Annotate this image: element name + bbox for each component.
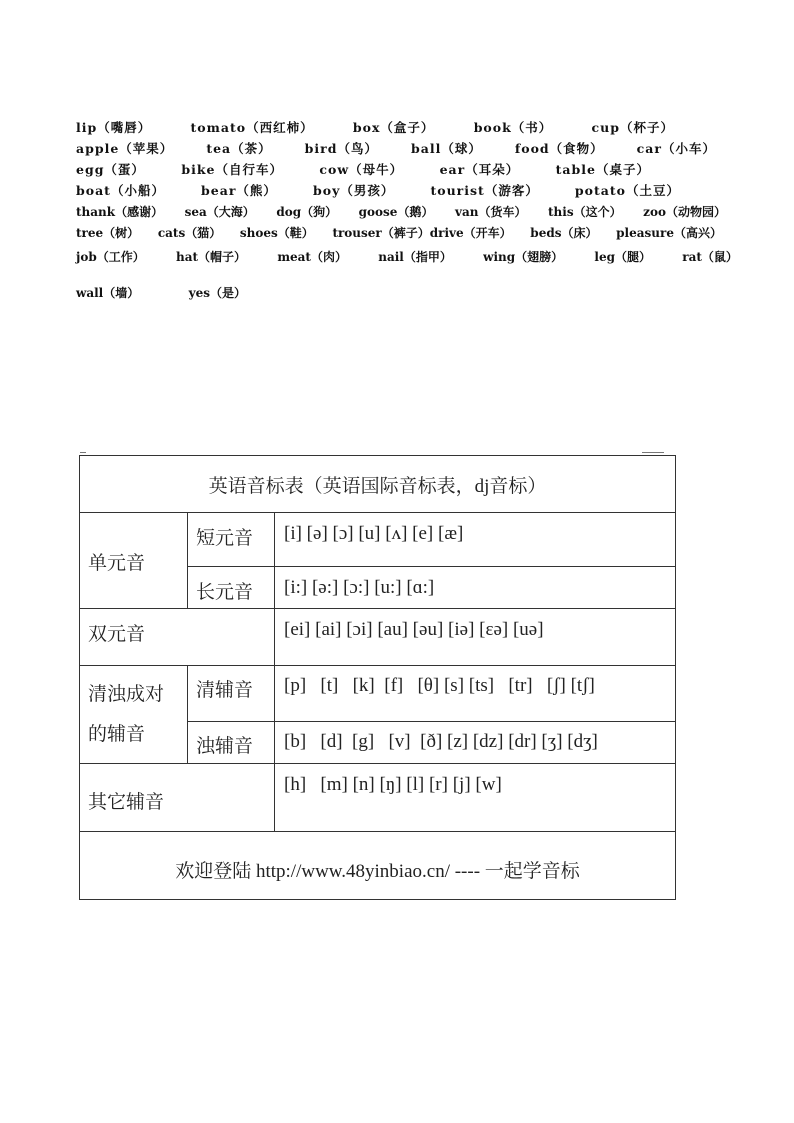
other-consonants-label: 其它辅音 [88, 792, 165, 813]
other-consonants: [h] [m] [n] [ŋ] [l] [r] [j] [w] [284, 774, 502, 795]
table-edge-mark [80, 452, 86, 453]
vocab-word: boy（男孩） [313, 183, 395, 198]
table-footer: 欢迎登陆 http://www.48yinbiao.cn/ ---- 一起学音标 [175, 861, 580, 882]
vocab-word: trouser（裤子）drive（开车） [332, 226, 512, 240]
paired-consonants-line-2: 的辅音 [88, 724, 146, 745]
vocab-word: cow（母牛） [319, 162, 404, 177]
vocab-line [76, 224, 722, 241]
voiceless-consonants: [p] [t] [k] [f] [θ] [s] [ts] [tr] [ʃ] [tʃ] [284, 675, 595, 696]
vocab-word: nail（指甲） [378, 250, 452, 264]
vocab-line [76, 118, 674, 136]
vocab-line [76, 203, 726, 220]
vocab-word: zoo（动物园） [643, 205, 726, 219]
vocab-word: tomato（西红柿） [190, 120, 314, 135]
short-vowels: [i] [ə] [ɔ] [u] [ʌ] [e] [æ] [284, 523, 464, 544]
vocab-word: cats（猫） [157, 226, 222, 240]
table-title: 英语音标表（英语国际音标表，dj音标） [208, 476, 547, 497]
vocab-line [76, 139, 716, 157]
vocab-word: dog（狗） [276, 205, 338, 219]
vocab-word: book（书） [473, 120, 553, 135]
vocab-word: car（小车） [636, 141, 716, 156]
vocab-word: yes（是） [188, 286, 246, 300]
vocab-word: beds（床） [530, 226, 598, 240]
vocab-word: van（货车） [454, 205, 527, 219]
vocab-word: potato（土豆） [574, 183, 680, 198]
vocab-line [76, 181, 680, 199]
long-vowel-label: 长元音 [196, 582, 254, 603]
vocab-word: sea（大海） [184, 205, 255, 219]
short-vowel-label: 短元音 [196, 528, 254, 549]
voiced-label: 浊辅音 [196, 736, 254, 757]
vocab-word: job（工作） [76, 250, 145, 264]
vocab-word: table（桌子） [555, 162, 650, 177]
vocab-word: ear（耳朵） [439, 162, 520, 177]
vocab-word: cup（杯子） [591, 120, 674, 135]
vocab-word: food（食物） [514, 141, 604, 156]
vocab-word: tea（茶） [206, 141, 272, 156]
long-vowels: [i:] [ə:] [ɔ:] [u:] [ɑ:] [284, 577, 435, 598]
paired-consonants-line-1: 清浊成对 [88, 684, 165, 705]
vocab-word: leg（腿） [594, 250, 652, 264]
vocab-word: bird（鸟） [304, 141, 378, 156]
vocab-word: wall（墙） [76, 286, 140, 300]
vocab-word: lip（嘴唇） [76, 120, 152, 135]
vocab-word: thank（感谢） [76, 205, 164, 219]
vocab-word: rat（鼠） [682, 250, 738, 264]
monophthong-label: 单元音 [88, 553, 146, 574]
paired-consonants-label [88, 675, 164, 755]
vocab-line [76, 284, 246, 301]
vocab-word: tourist（游客） [430, 183, 539, 198]
vocab-word: shoes（鞋） [239, 226, 314, 240]
vocab-word: wing（翅膀） [483, 250, 564, 264]
vocab-word: meat（肉） [277, 250, 347, 264]
diphthongs: [ei] [ai] [ɔi] [au] [əu] [iə] [ɛə] [uə] [284, 619, 544, 640]
vocab-word: boat（小船） [76, 183, 165, 198]
vocab-word: apple（苹果） [76, 141, 174, 156]
vocab-word: bear（熊） [201, 183, 277, 198]
voiceless-label: 清辅音 [196, 680, 254, 701]
vocab-word: tree（树） [76, 226, 140, 240]
vocab-word: goose（鹅） [358, 205, 434, 219]
vocab-line [76, 160, 650, 178]
vocab-line [76, 248, 738, 265]
voiced-consonants: [b] [d] [g] [v] [ð] [z] [dz] [dr] [ʒ] [dʒ] [284, 731, 598, 752]
table-edge-mark [642, 452, 664, 453]
vocab-word: this（这个） [548, 205, 622, 219]
vocab-word: ball（球） [411, 141, 482, 156]
diphthong-label: 双元音 [88, 624, 146, 645]
vocab-word: box（盒子） [352, 120, 435, 135]
vocab-word: pleasure（高兴） [616, 226, 722, 240]
vocab-word: hat（帽子） [176, 250, 247, 264]
ipa-chart-table [79, 455, 676, 900]
vocab-word: bike（自行车） [181, 162, 283, 177]
vocab-word: egg（蛋） [76, 162, 145, 177]
